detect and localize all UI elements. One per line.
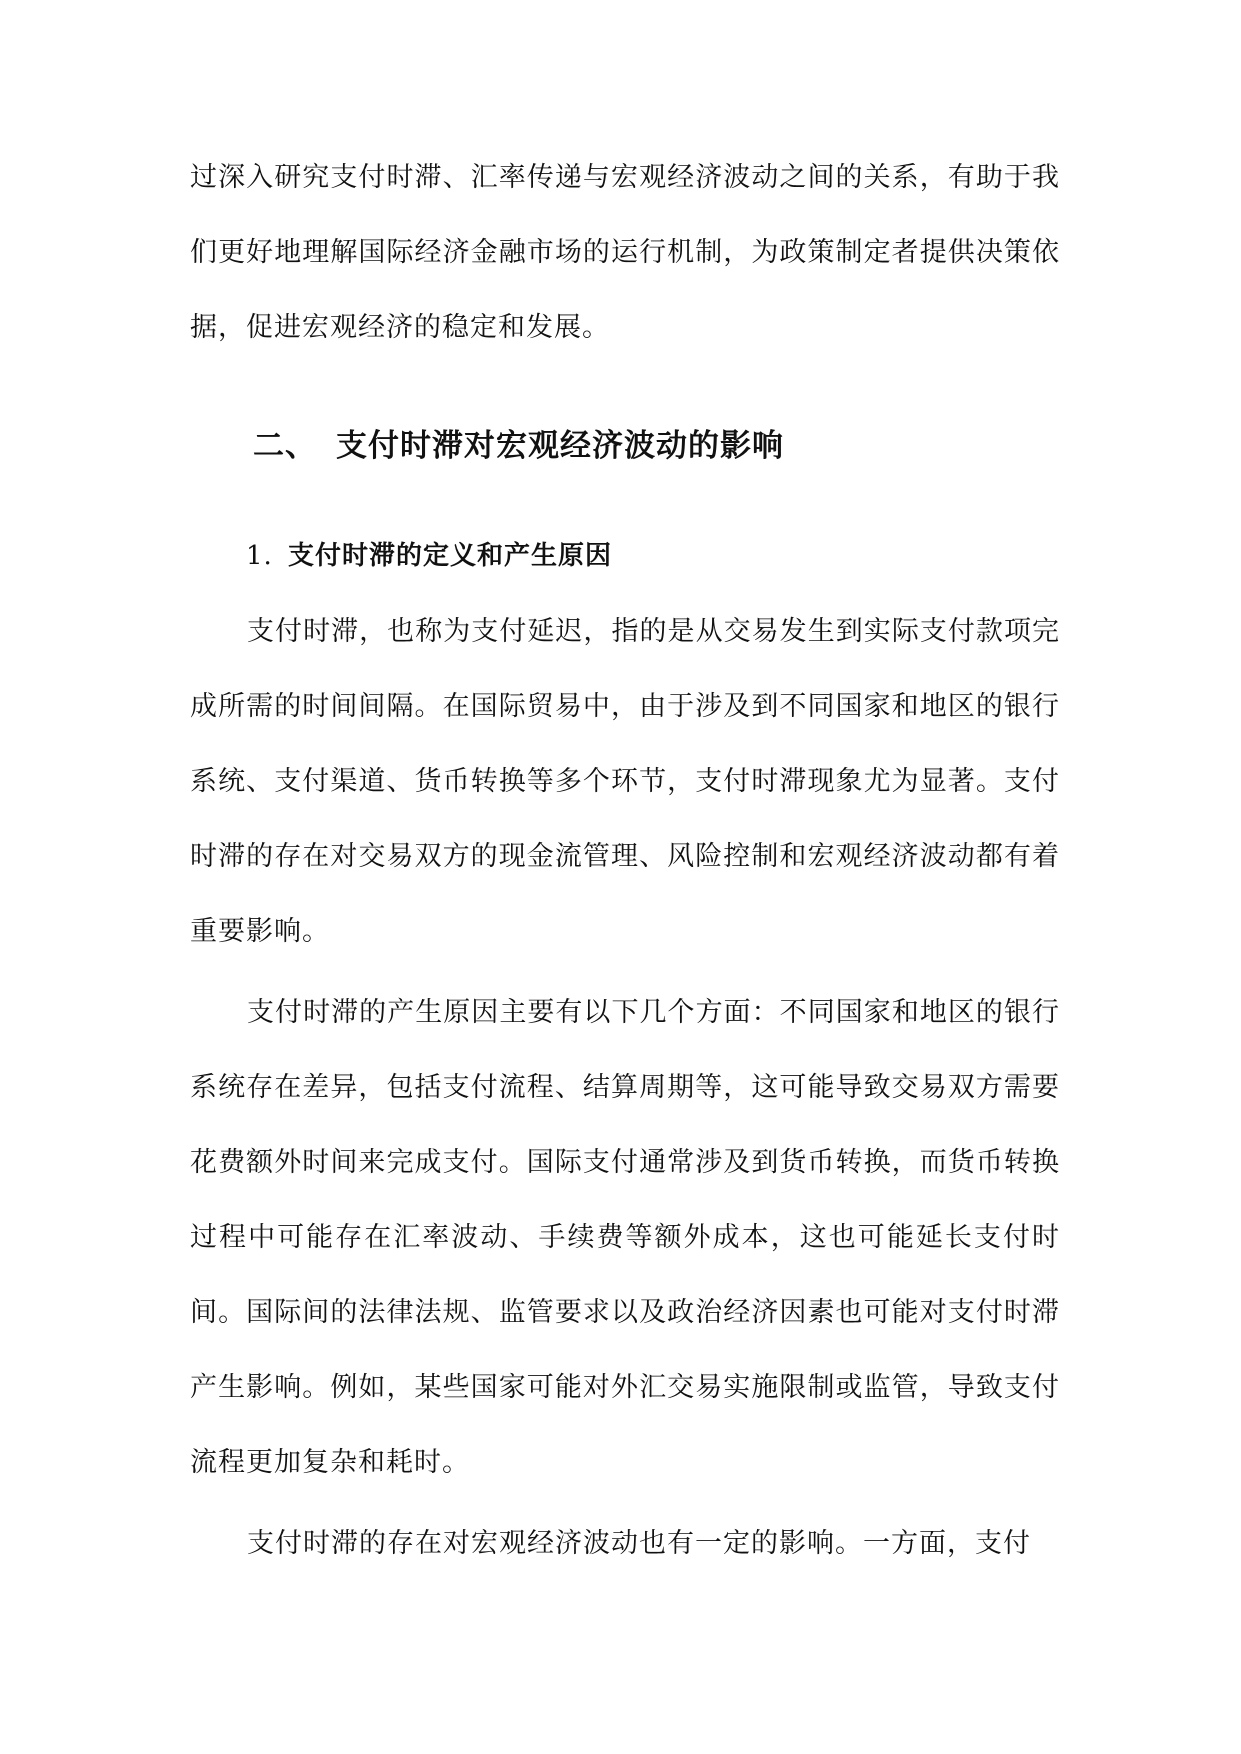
subsection-number: 1. <box>246 541 273 571</box>
intro-paragraph: 过深入研究支付时滞、汇率传递与宏观经济波动之间的关系，有助于我们更好地理解国际经济金融市场的运行机制，为政策制定者提供决策依据，促进宏观经济的稳定和发展。 <box>190 162 1060 343</box>
page-content <box>190 140 1060 1581</box>
spacer <box>190 486 1060 519</box>
body-paragraph: 支付时滞，也称为支付延迟，指的是从交易发生到实际支付款项完成所需的时间间隔。在国际贸易中，由于涉及到不同国家和地区的银行系统、支付渠道、货币转换等多个环节，支付时滞现象尤为显著。支付时滞的存在对交易双方的现金流管理、风险控制和宏观经济波动都有着重要影响。 <box>190 616 1060 947</box>
subsection-heading <box>190 519 1060 594</box>
body-paragraph: 支付时滞的存在对宏观经济波动也有一定的影响。一方面，支付 <box>247 1528 1031 1559</box>
section-heading <box>190 406 1060 486</box>
spacer <box>190 365 1060 406</box>
section-title: 支付时滞对宏观经济波动的影响 <box>336 428 784 464</box>
subsection-title: 支付时滞的定义和产生原因 <box>288 541 613 571</box>
body-paragraph: 支付时滞的产生原因主要有以下几个方面：不同国家和地区的银行系统存在差异，包括支付流程、结算周期等，这可能导致交易双方需要花费额外时间来完成支付。国际支付通常涉及到货币转换，而货币转换过程中可能存在汇率波动、手续费等额外成本，这也可能延长支付时间。国际间的法律法规、监管要求以及政治经济因素也可能对支付时滞产生影响。例如，某些国家可能对外汇交易实施限制或监管，导致支付流程更加复杂和耗时。 <box>190 997 1060 1478</box>
section-number: 二、 <box>253 428 317 464</box>
